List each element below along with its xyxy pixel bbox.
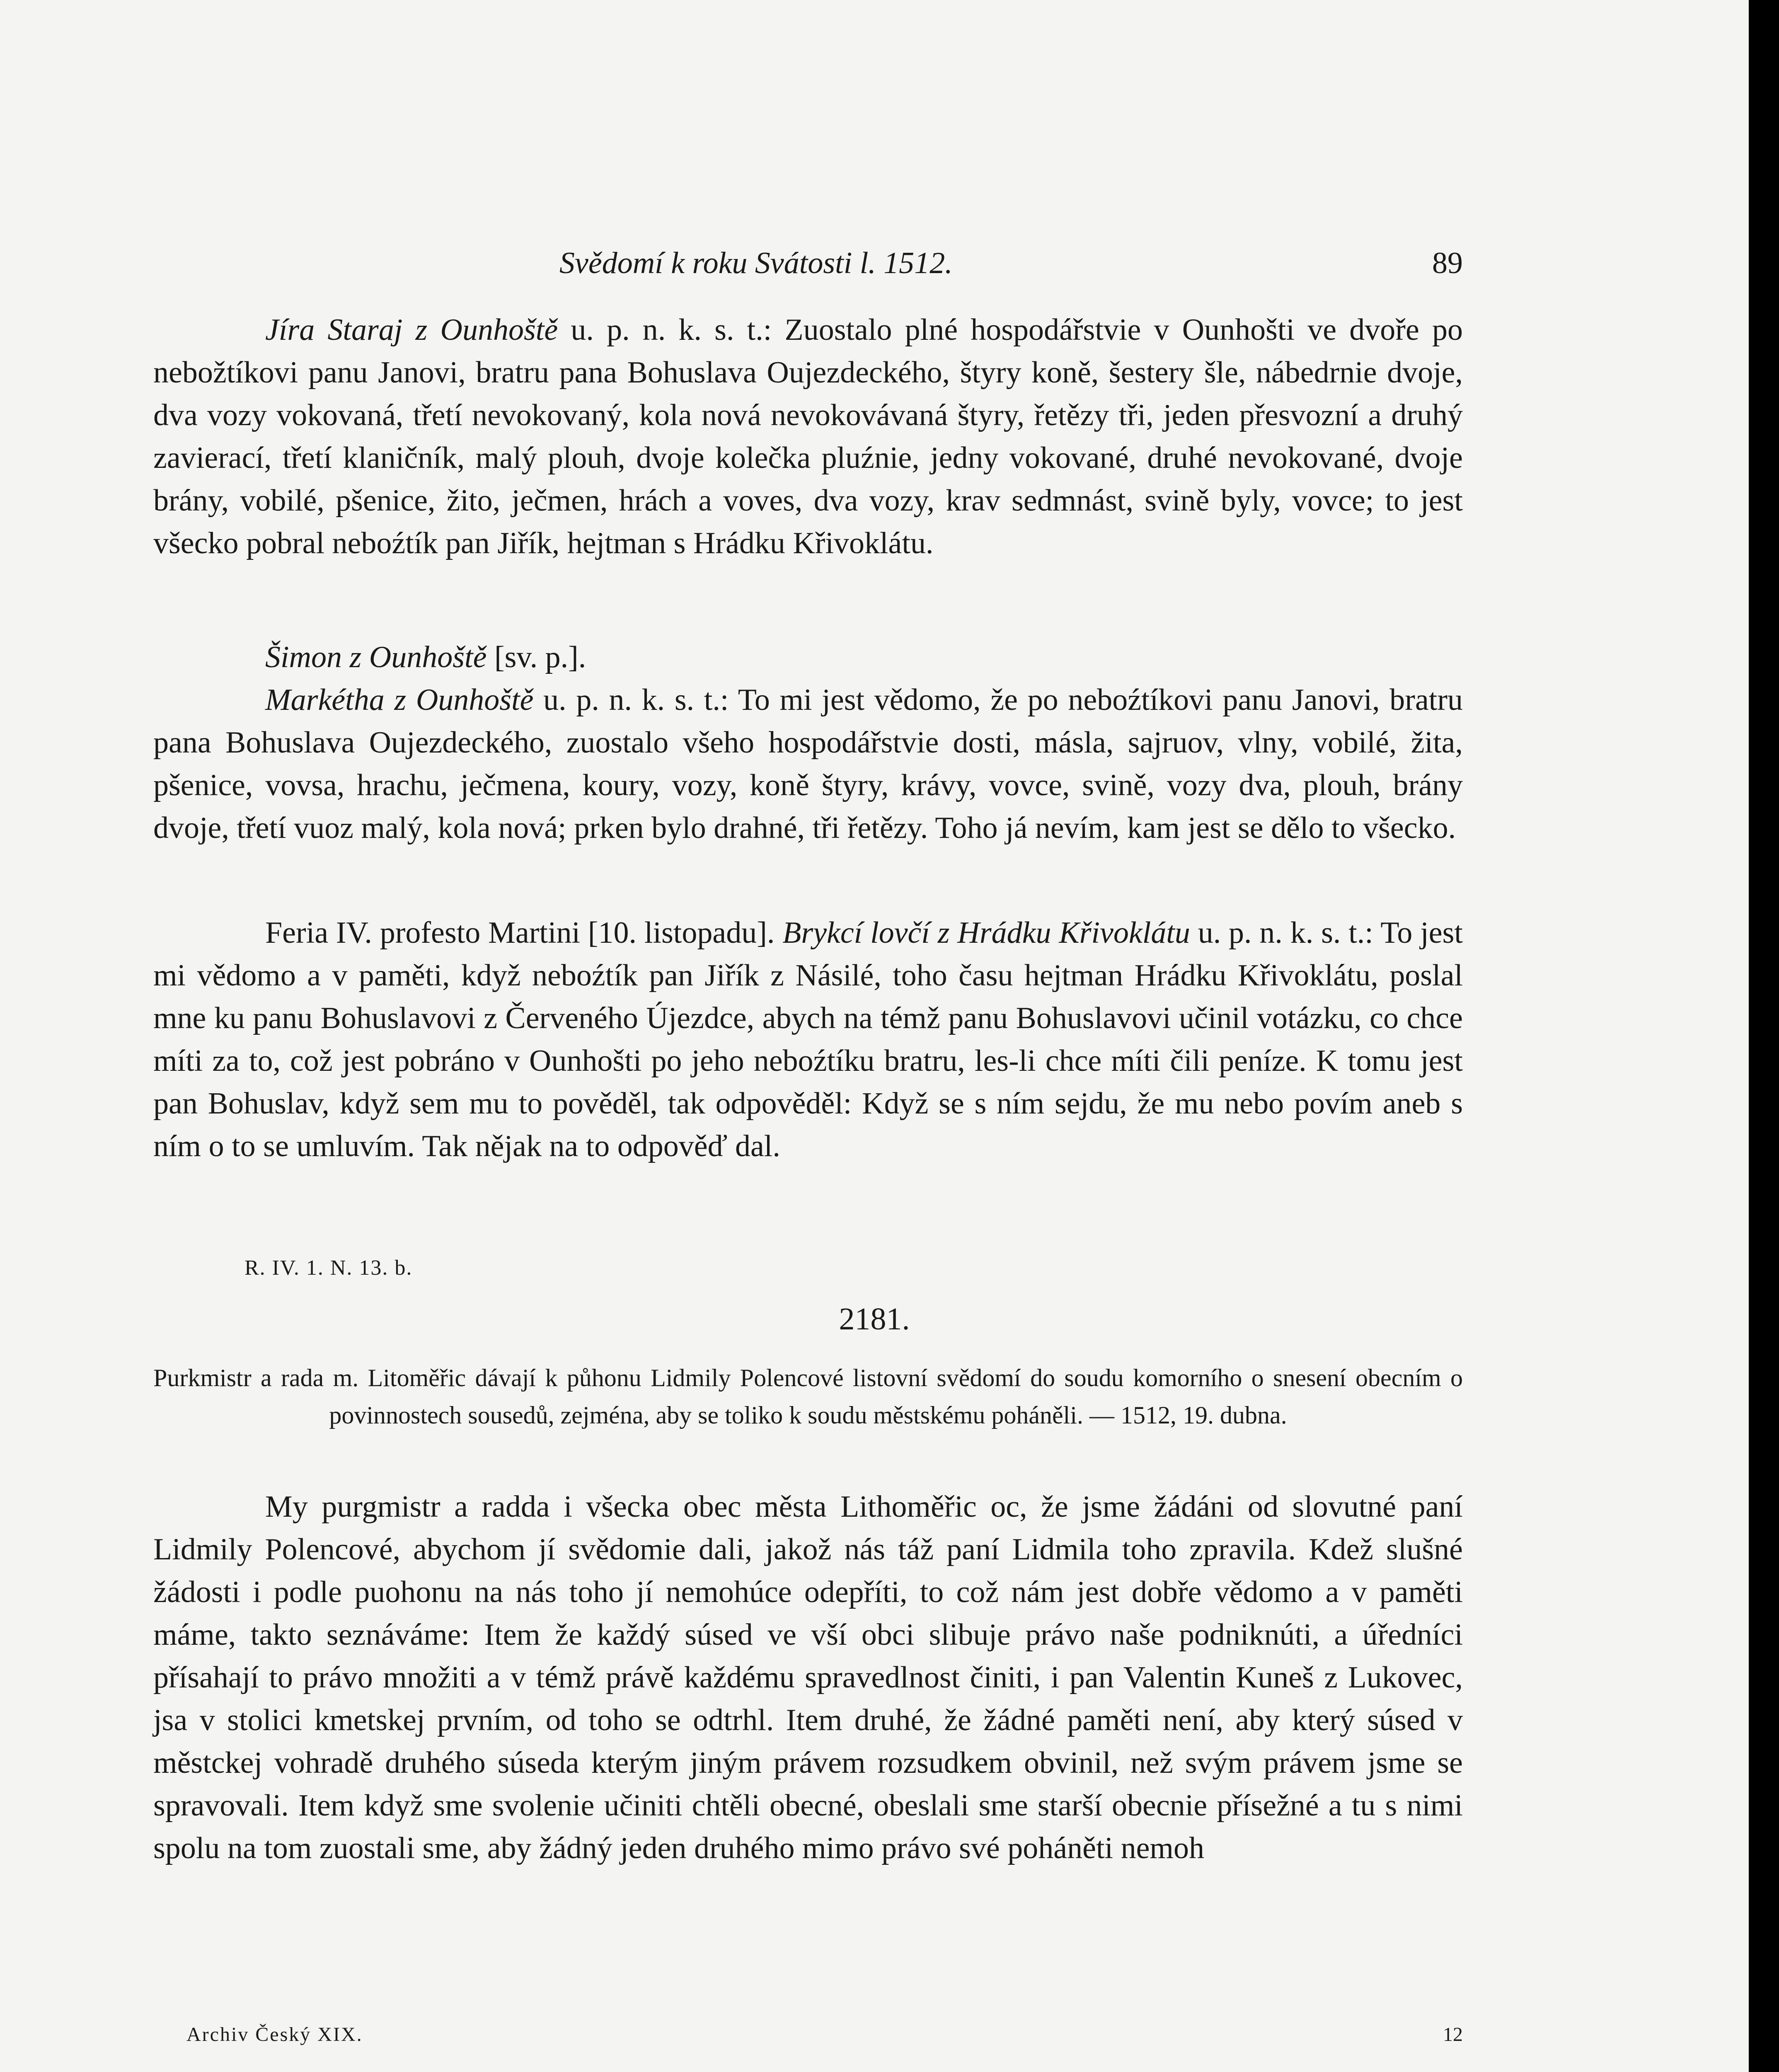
- entry-block-1: [153, 309, 1463, 565]
- entry-marketha: [153, 679, 1463, 850]
- testimony-text: u. p. n. k. s. t.: Zuostalo plné hospodářstvie v Ounhošti ve dvoře po nebožtíkovi panu Janovi, bratru pana Bohuslava Oujezdeckého, štyry koně, šestery šle, nábedrnie dvoje, dva vozy vokovaná, třetí nevokovaný, kola nová nevokovávaná štyry, řetězy tři, jeden přesvozní a druhý zavierací, třetí klaničník, malý plouh, dvoje kolečka pluźnie, jedny vokované, druhé nevokované, dvoje brány, vobilé, pšenice, žito, ječmen, hrách a voves, dva vozy, krav sedmnást, svině byly, vovce; to jest všecko pobral neboźtík pan Jiřík, hejtman s Hrádku Křivoklátu.: [153, 313, 1463, 560]
- source-citation: R. IV. 1. N. 13. b.: [244, 1256, 413, 1280]
- document-summary: Purkmistr a rada m. Litoměřic dávají k půhonu Lidmily Polencové listovní svědomí do soudu komorního o snesení obecním o povinnostech sousedů, zejména, aby se toliko k soudu městskému poháněli. — 1512, 19. dubna.: [153, 1364, 1463, 1429]
- document-body-block: [153, 1486, 1463, 1870]
- entry-block-2: [153, 636, 1463, 850]
- footer-sheet-number: 12: [1443, 2024, 1463, 2045]
- testimony-text: u. p. n. k. s. t.: To mi jest vědomo, že po neboźtíkovi panu Janovi, bratru pana Bohuslava Oujezdeckého, zuostalo všeho hospodářstvie dosti, másla, sajruov, vlny, vobilé, žita, pšenice, vovsa, hrachu, ječmena, koury, vozy, koně štyry, krávy, vovce, svině, vozy dva, plouh, brány dvoje, třetí vuoz malý, kola nová; prken bylo drahné, tři řetězy. Toho já nevím, kam jest se dělo to všecko.: [153, 683, 1463, 845]
- witness-name: Šimon z Ounhoště: [265, 640, 487, 674]
- date-prefix: Feria IV. profesto Martini [10. listopadu].: [265, 916, 783, 950]
- testimony-text: [sv. p.].: [487, 640, 586, 674]
- entry-block-3: [153, 912, 1463, 1168]
- page-number: 89: [1432, 246, 1463, 280]
- entry-simon: [153, 636, 1463, 679]
- witness-name: Markétha z Ounhoště: [265, 683, 534, 717]
- entry-brykci: [153, 912, 1463, 1168]
- witness-name: Jíra Staraj z Ounhoště: [265, 313, 558, 347]
- running-title: Svědomí k roku Svátosti l. 1512.: [559, 246, 953, 280]
- witness-name: Brykcí lovčí z Hrádku Křivoklátu: [782, 916, 1190, 950]
- testimony-text: u. p. n. k. s. t.: To jest mi vědomo a v paměti, když neboźtík pan Jiřík z Násilé, toho času hejtman Hrádku Křivoklátu, poslal mne ku panu Bohuslavovi z Červeného Újezdce, abych na témž panu Bohuslavovi učinil votázku, co chce míti za to, což jest pobráno v Ounhošti po jeho neboźtíku bratru, les-li chce míti čili peníze. K tomu jest pan Bohuslav, když sem mu to pověděl, tak odpověděl: Když se s ním sejdu, že mu nebo povím aneb s ním o to se umluvím. Tak nějak na to odpověď dal.: [153, 916, 1463, 1163]
- document-number: 2181.: [839, 1302, 910, 1336]
- footer-signature: Archiv Český XIX.: [186, 2024, 363, 2045]
- document-body: My purgmistr a radda i všecka obec města Lithoměřic oc, že jsme žádáni od slovutné paní Lidmily Polencové, abychom jí svědomie dali, jakož nás táž paní Lidmila toho zpravila. Kdež slušné žádosti i podle puohonu na nás toho jí nemohúce odepříti, to což nám jest dobře vědomo a v paměti máme, takto seznáváme: Item že každý súsed ve vší obci slibuje právo naše podniknúti, a úředníci přísahají to právo množiti a v témž právě každému spravedlnost činiti, i pan Valentin Kuneš z Lukovec, jsa v stolici kmetskej prvním, od toho se odtrhl. Item druhé, že žádné paměti není, aby který súsed v městckej vohradě druhého súseda kterým jiným právem rozsudkem obvinil, než svým právem jsme se spravovali. Item když sme svolenie učiniti chtěli obecné, obeslali sme starší obecnie přísežné a tu s nimi spolu na tom zuostali sme, aby žádný jeden druhého mimo právo své poháněti nemoh: [153, 1490, 1463, 1865]
- entry-jira: [153, 309, 1463, 565]
